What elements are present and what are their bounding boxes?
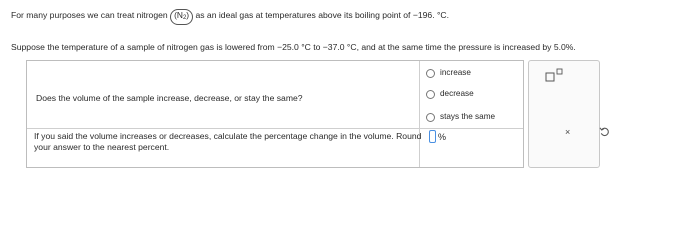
problem-intro — [11, 8, 691, 25]
formula-main: N — [176, 10, 183, 20]
intro-text-after: as an ideal gas at temperatures above its boiling point of −196. °C. — [193, 10, 449, 20]
option-increase[interactable] — [426, 67, 471, 79]
radio-button-icon[interactable] — [426, 113, 435, 122]
exponent-template-icon[interactable] — [545, 68, 565, 82]
undo-icon[interactable] — [599, 126, 610, 137]
option-decrease[interactable] — [426, 88, 474, 100]
option-stays-the-same[interactable] — [426, 111, 495, 123]
option-label: increase — [440, 68, 471, 77]
option-label: stays the same — [440, 112, 496, 121]
volume-change-question: Does the volume of the sample increase, decrease, or stay the same? — [36, 93, 303, 103]
percentage-input[interactable] — [429, 130, 436, 143]
row-divider — [27, 128, 523, 129]
formula-subscript: 2 — [182, 15, 187, 21]
problem-setup: Suppose the temperature of a sample of nitrogen gas is lowered from −25.0 °C to −37.0 °C, and at the same time the pressure is increased by 5.0%. — [11, 42, 576, 52]
nitrogen-formula: $(N_2)$ — [170, 9, 193, 25]
intro-text-before: For many purposes we can treat nitrogen — [11, 10, 171, 20]
radio-button-icon[interactable] — [426, 69, 435, 78]
radio-button-icon[interactable] — [426, 90, 435, 99]
clear-button[interactable]: × — [565, 127, 571, 137]
percentage-answer — [429, 130, 446, 143]
percent-unit: % — [438, 131, 447, 142]
percentage-change-question: If you said the volume increases or decreases, calculate the percentage change in the volume. Round your answer to the nearest percent. — [34, 131, 422, 152]
option-label: decrease — [440, 89, 474, 98]
